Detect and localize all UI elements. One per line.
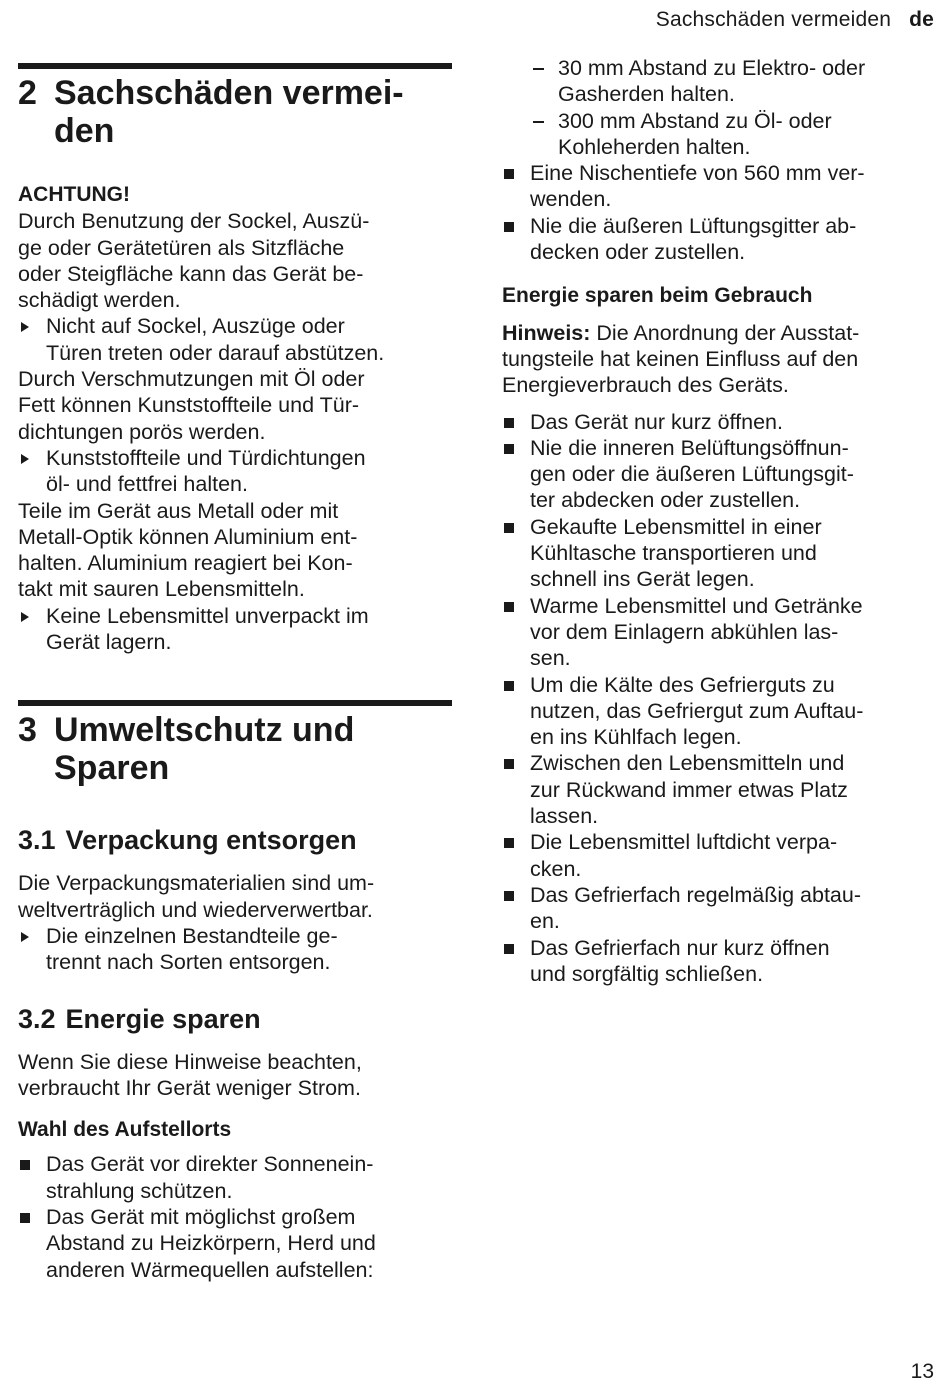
instruction-item: Nicht auf Sockel, Auszüge oder Türen treten oder darauf abstützen. xyxy=(46,314,385,365)
list-item: Eine Nischentiefe von 560 mm ver- wenden. xyxy=(530,161,865,212)
sub-list-item: 300 mm Abstand zu Öl- oder Kohleherden halten. xyxy=(558,108,832,159)
warning-text-3: Teile im Gerät aus Metall oder mit Metall-Optik können Aluminium ent- halten. Aluminium reagiert bei Kon- takt mit sauren Lebensmitteln. xyxy=(18,498,358,602)
page-number: 13 xyxy=(910,1360,934,1383)
list-item: Das Gefrierfach regelmäßig abtau- en. xyxy=(530,882,862,934)
instruction-item: Kunststoffteile und Türdichtungen öl- und fettfrei halten. xyxy=(46,445,366,497)
running-header-title: Sachschäden vermeiden xyxy=(655,8,892,31)
right-column xyxy=(502,55,934,987)
list-item: Das Gefrierfach nur kurz öffnen und sorgfältig schließen. xyxy=(530,935,830,986)
instruction-item: Die einzelnen Bestandteile ge- trennt nach Sorten entsorgen. xyxy=(46,923,338,975)
list-item: Das Gerät vor direkter Sonnenein- strahlung schützen. xyxy=(46,1152,374,1203)
list-item: Warme Lebensmittel und Getränke vor dem Einlagern abkühlen las- sen. xyxy=(530,593,863,671)
instruction-item: Keine Lebensmittel unverpackt im Gerät lagern. xyxy=(46,603,369,655)
chapter-3-title: 3 Umweltschutz und Sparen xyxy=(18,711,355,788)
section-3-1-text: Die Verpackungsmaterialien sind um- weltverträglich und wiederverwertbar. xyxy=(18,871,375,922)
warning-label: ACHTUNG! xyxy=(18,183,130,206)
list-item: Die Lebensmittel luftdicht verpa- cken. xyxy=(530,830,838,881)
list-item: Nie die inneren Belüftungsöffnun- gen oder die äußeren Lüftungsgit- ter abdecken oder zustellen. xyxy=(530,435,854,513)
warning-text-1: Durch Benutzung der Sockel, Auszü- ge oder Gerätetüren als Sitzfläche oder Steigfläche kann das Gerät be- schädigt werden. xyxy=(18,209,370,313)
note-paragraph: Hinweis: Die Anordnung der Ausstat- tungsteile hat keinen Einfluss auf den Energieverbrauch des Geräts. xyxy=(502,320,860,398)
subheading-saving-during-use: Energie sparen beim Gebrauch xyxy=(502,284,813,308)
note-label: Hinweis: xyxy=(502,320,591,345)
list-item: Nie die äußeren Lüftungsgitter ab- decken oder zustellen. xyxy=(530,213,857,265)
warning-text-2: Durch Verschmutzungen mit Öl oder Fett können Kunststoffteile und Tür- dichtungen porös werden. xyxy=(18,367,365,444)
chapter-2-title: 2 Sachschäden vermei- den xyxy=(18,74,404,150)
language-tag: de xyxy=(909,8,934,31)
list-item: Um die Kälte des Gefrierguts zu nutzen, das Gefriergut zum Auftau- en ins Kühlfach legen. xyxy=(530,672,864,750)
list-item: Das Gerät mit möglichst großem Abstand zu Heizkörpern, Herd und anderen Wärmequellen aufstellen: xyxy=(46,1205,376,1282)
section-3-1-title: 3.1 Verpackung entsorgen xyxy=(18,825,357,856)
list-item: Zwischen den Lebensmitteln und zur Rückwand immer etwas Platz lassen. xyxy=(530,751,848,829)
running-header xyxy=(656,8,934,32)
section-3-2-text: Wenn Sie diese Hinweise beachten, verbraucht Ihr Gerät weniger Strom. xyxy=(18,1049,362,1100)
section-3-2-title: 3.2 Energie sparen xyxy=(18,1003,261,1034)
sub-list-item: 30 mm Abstand zu Elektro- oder Gasherden halten. xyxy=(558,56,866,107)
subheading-installation-location: Wahl des Aufstellorts xyxy=(18,1118,232,1142)
list-item: Das Gerät nur kurz öffnen. xyxy=(530,409,783,434)
left-column xyxy=(18,0,452,1283)
list-item: Gekaufte Lebensmittel in einer Kühltasche transportieren und schnell ins Gerät legen. xyxy=(530,514,822,592)
